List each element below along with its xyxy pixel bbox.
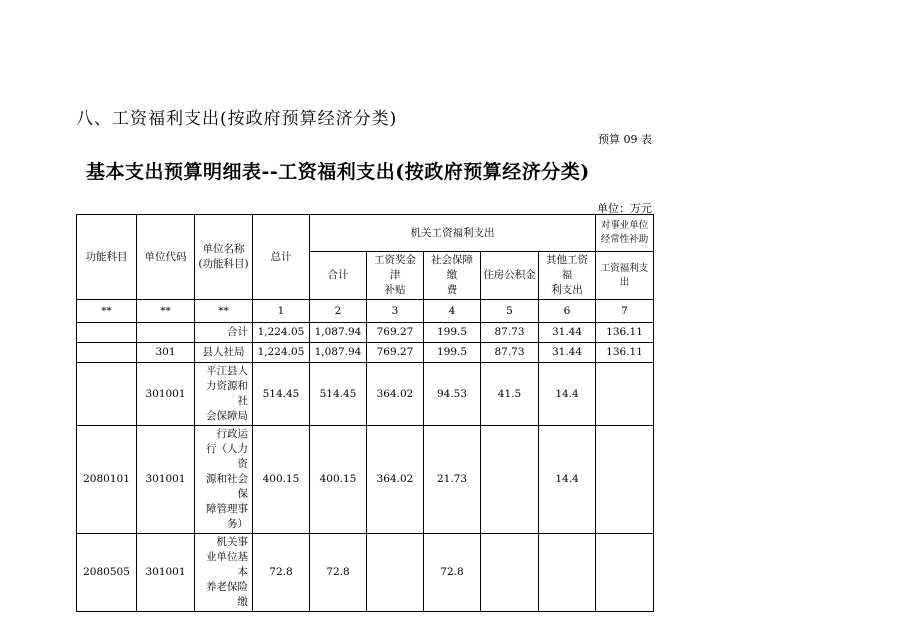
cell-other: 31.44 — [539, 323, 596, 343]
unit-label: 单位：万元 — [597, 202, 652, 215]
header-social — [424, 252, 481, 300]
cell-code: 301001 — [137, 534, 195, 612]
cell-func — [77, 323, 137, 343]
header-other — [539, 252, 596, 300]
cell-code: 301001 — [137, 426, 195, 534]
cell-welfare: 136.11 — [596, 343, 654, 363]
section-title: 八、工资福利支出(按政府预算经济分类) — [76, 109, 398, 129]
cell-salary: 364.02 — [367, 363, 424, 426]
cell-name-line: 业单位基本 — [206, 551, 248, 578]
cell-total: 400.15 — [253, 426, 310, 534]
cell-social: 199.5 — [424, 323, 481, 343]
cell-housing: 41.5 — [481, 363, 539, 426]
index-cell: 6 — [539, 300, 596, 323]
index-cell: 3 — [367, 300, 424, 323]
cell-code: 301 — [137, 343, 195, 363]
header-subsidy-group — [596, 215, 654, 252]
index-row — [77, 300, 654, 323]
cell-other — [539, 534, 596, 612]
table-row-item — [77, 426, 654, 534]
cell-salary: 769.27 — [367, 343, 424, 363]
cell-social: 72.8 — [424, 534, 481, 612]
cell-sum: 400.15 — [310, 426, 367, 534]
index-cell: 7 — [596, 300, 654, 323]
index-cell: 4 — [424, 300, 481, 323]
cell-name — [195, 363, 253, 426]
cell-name-line: 行（人力资 — [206, 443, 248, 470]
header-housing: 住房公积金 — [481, 252, 539, 300]
cell-salary: 364.02 — [367, 426, 424, 534]
cell-sum: 1,087.94 — [310, 323, 367, 343]
cell-housing: 87.73 — [481, 323, 539, 343]
header-salary-line1: 工资奖金津 — [374, 254, 416, 281]
cell-name — [195, 426, 253, 534]
cell-name-line: 养老保险缴 — [206, 581, 248, 608]
budget-table — [76, 214, 654, 612]
table-row-unit — [77, 363, 654, 426]
header-row-1 — [77, 215, 654, 252]
form-number: 预算 09 表 — [598, 133, 652, 146]
header-org-group: 机关工资福利支出 — [310, 215, 596, 252]
index-cell: 1 — [253, 300, 310, 323]
cell-name-line: 会保障局 — [206, 410, 248, 422]
cell-welfare — [596, 534, 654, 612]
cell-other: 31.44 — [539, 343, 596, 363]
table-row-total — [77, 323, 654, 343]
cell-other: 14.4 — [539, 426, 596, 534]
index-cell: 2 — [310, 300, 367, 323]
header-func-subject: 功能科目 — [77, 215, 137, 300]
header-sub-total: 合计 — [310, 252, 367, 300]
table-row-dept — [77, 343, 654, 363]
cell-func — [77, 343, 137, 363]
page-title: 基本支出预算明细表--工资福利支出(按政府预算经济分类) — [86, 161, 590, 183]
cell-salary: 769.27 — [367, 323, 424, 343]
header-social-line2: 费 — [446, 284, 458, 296]
cell-housing: 87.73 — [481, 343, 539, 363]
header-subsidy-line2: 经常性补助 — [600, 234, 649, 245]
cell-name-line: 机关事 — [216, 536, 248, 548]
cell-name — [195, 534, 253, 612]
cell-housing — [481, 426, 539, 534]
cell-name: 县人社局 — [195, 343, 253, 363]
header-total: 总计 — [253, 215, 310, 300]
cell-name-line: 力资源和社 — [206, 380, 248, 407]
cell-total: 72.8 — [253, 534, 310, 612]
header-unit-code: 单位代码 — [137, 215, 195, 300]
index-cell: ** — [137, 300, 195, 323]
index-cell: ** — [195, 300, 253, 323]
cell-name: 合计 — [195, 323, 253, 343]
cell-welfare — [596, 426, 654, 534]
cell-name-line: 障管理事 — [206, 503, 248, 515]
header-salary — [367, 252, 424, 300]
cell-welfare: 136.11 — [596, 323, 654, 343]
cell-name-line: 务） — [227, 518, 248, 530]
cell-func: 2080101 — [77, 426, 137, 534]
cell-code: 301001 — [137, 363, 195, 426]
cell-name-line: 平江县人 — [206, 365, 248, 377]
cell-func: 2080505 — [77, 534, 137, 612]
cell-sum: 514.45 — [310, 363, 367, 426]
cell-name-line: 行政运 — [216, 428, 248, 440]
header-unit-name — [195, 215, 253, 300]
cell-sum: 1,087.94 — [310, 343, 367, 363]
header-unit-name-line2: (功能科目) — [198, 258, 249, 270]
cell-salary — [367, 534, 424, 612]
header-unit-name-line1: 单位名称 — [202, 243, 245, 255]
header-welfare-line1: 工资福利支 — [600, 262, 649, 274]
header-welfare — [596, 252, 654, 300]
cell-name-line: 源和社会保 — [206, 473, 248, 500]
cell-total: 1,224.05 — [253, 323, 310, 343]
cell-social: 199.5 — [424, 343, 481, 363]
header-other-line1: 其他工资福 — [546, 254, 588, 281]
header-subsidy-line1: 对事业单位 — [600, 220, 649, 231]
cell-social: 21.73 — [424, 426, 481, 534]
cell-housing — [481, 534, 539, 612]
header-social-line1: 社会保障缴 — [431, 254, 473, 281]
table-row-item — [77, 534, 654, 612]
cell-total: 1,224.05 — [253, 343, 310, 363]
cell-sum: 72.8 — [310, 534, 367, 612]
header-welfare-line2: 出 — [619, 276, 630, 288]
cell-other: 14.4 — [539, 363, 596, 426]
header-other-line2: 利支出 — [551, 284, 583, 296]
index-cell: 5 — [481, 300, 539, 323]
header-salary-line2: 补贴 — [384, 284, 406, 296]
cell-func — [77, 363, 137, 426]
cell-welfare — [596, 363, 654, 426]
cell-social: 94.53 — [424, 363, 481, 426]
index-cell: ** — [77, 300, 137, 323]
cell-code — [137, 323, 195, 343]
cell-total: 514.45 — [253, 363, 310, 426]
